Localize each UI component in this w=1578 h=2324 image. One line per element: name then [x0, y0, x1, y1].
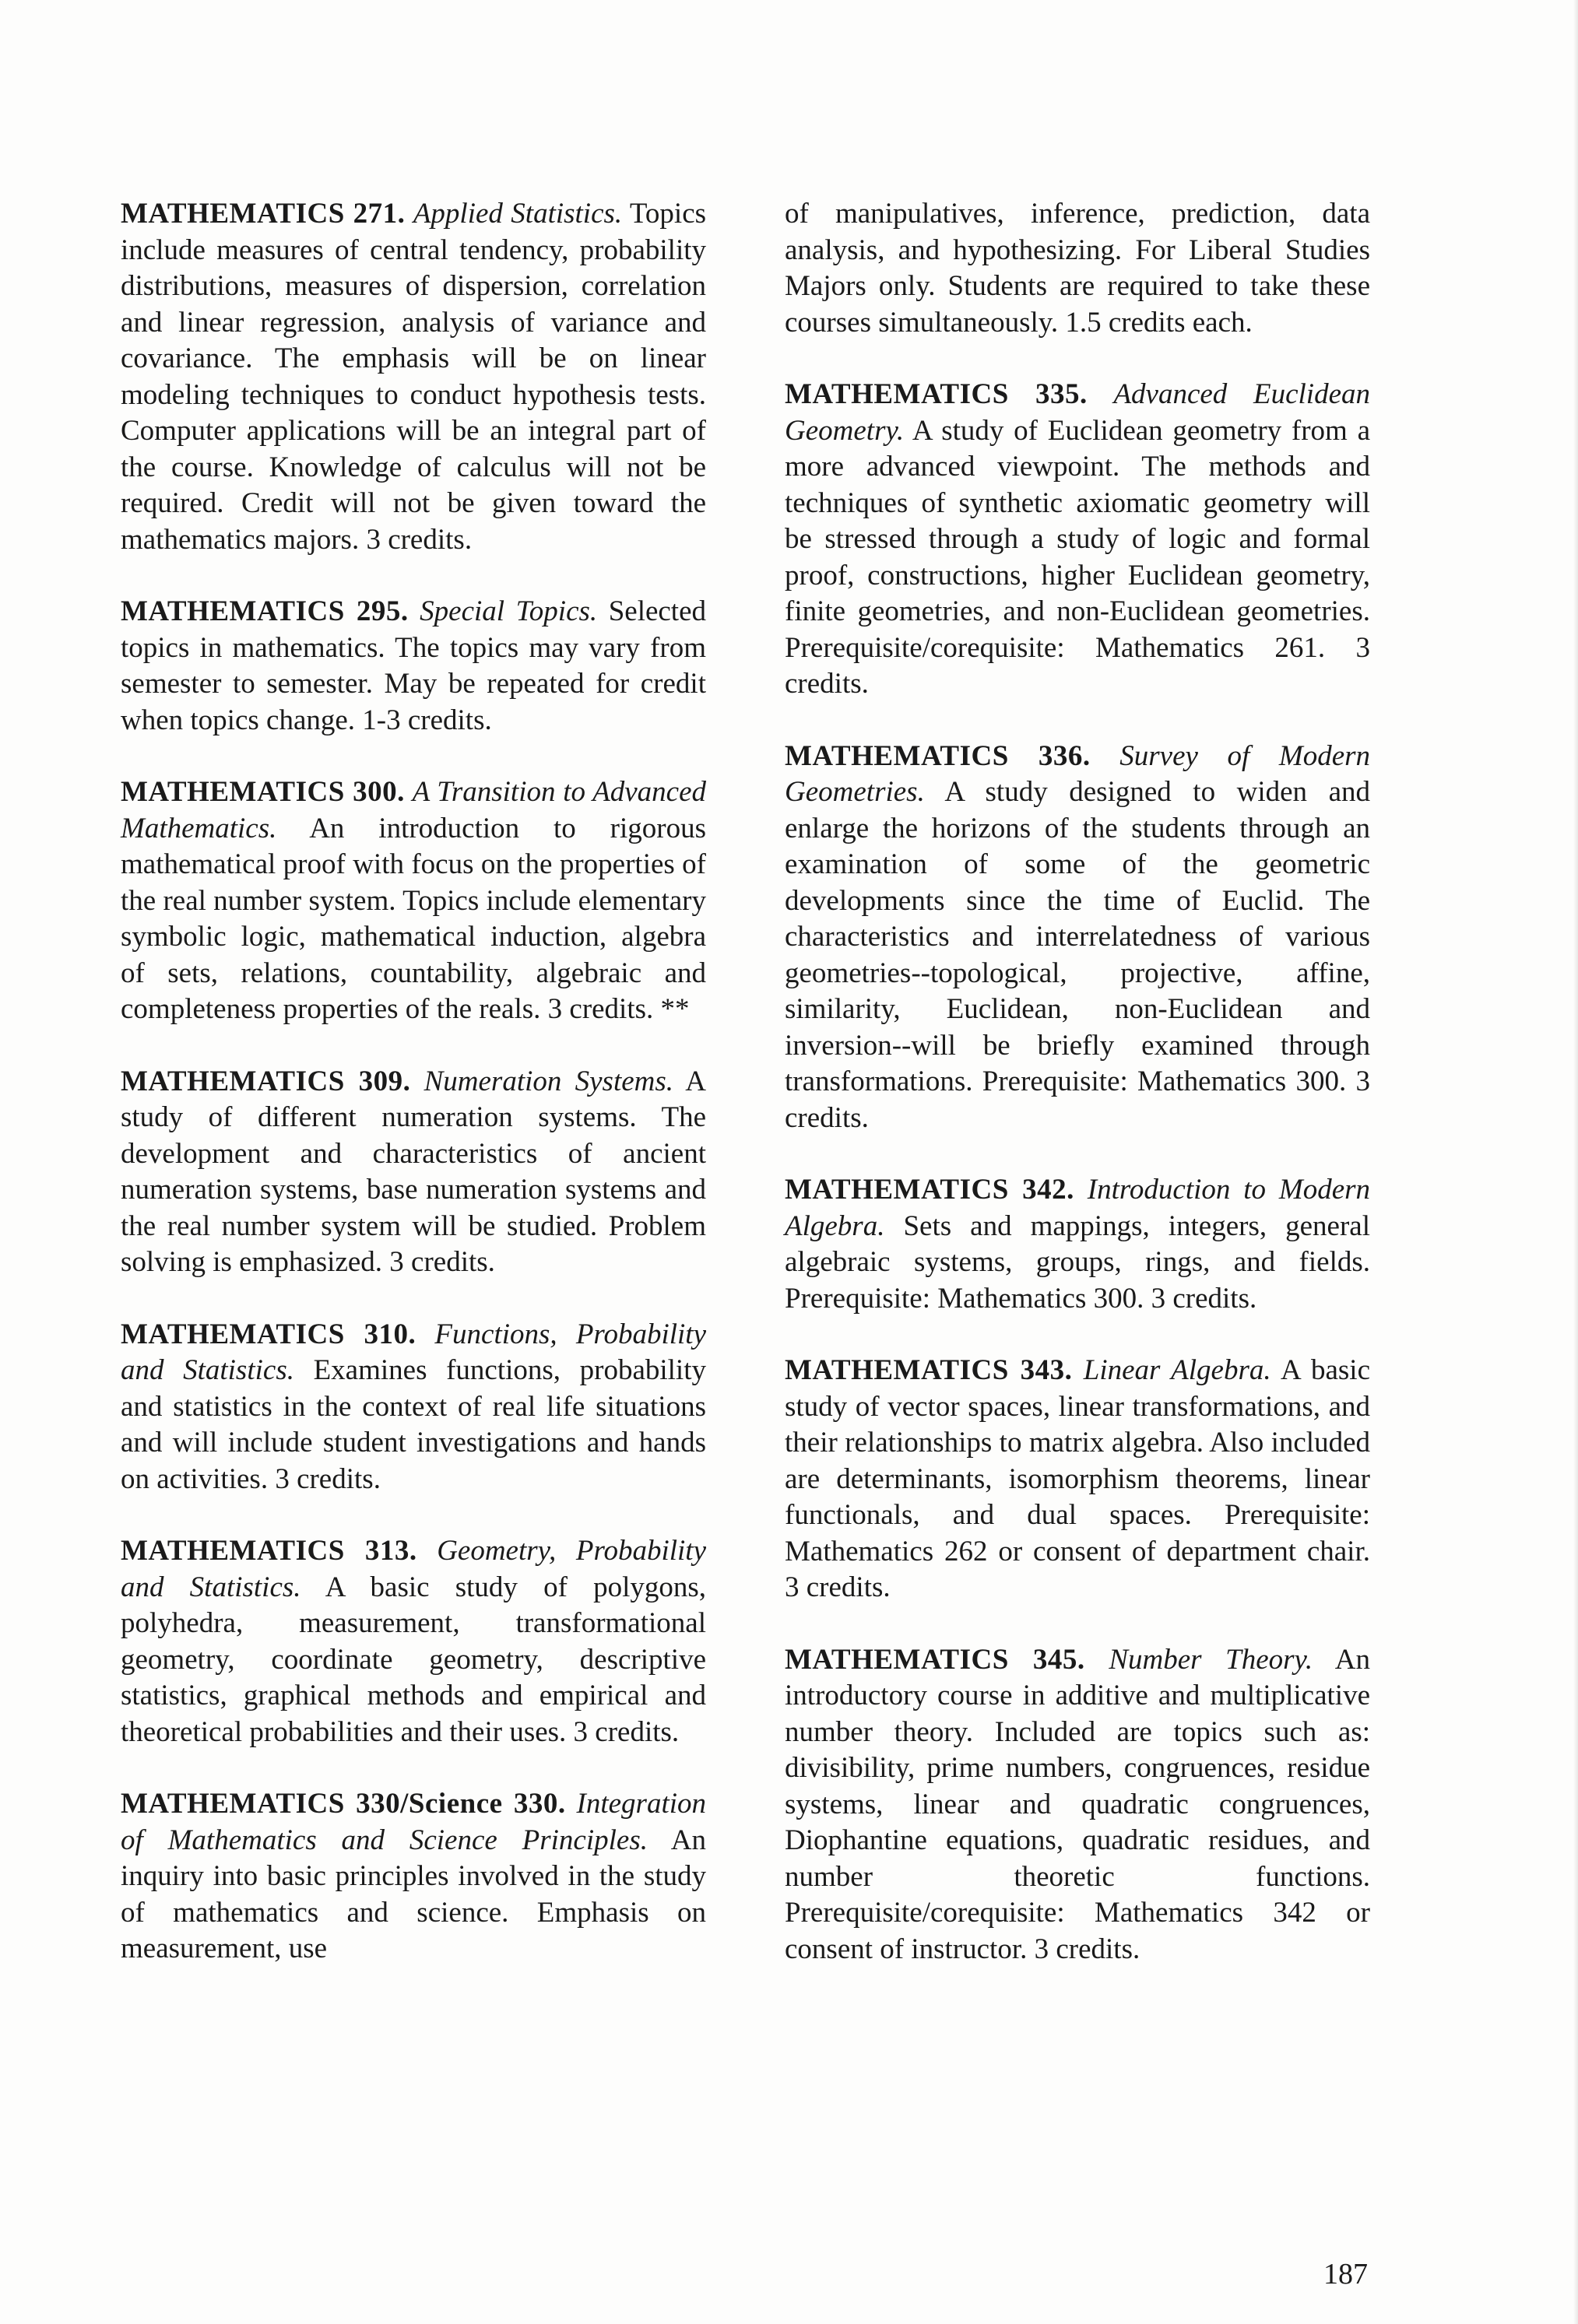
course-title: Geometry, Probability and Statistics. [121, 1535, 707, 1603]
course-description: of manipulatives, inference, prediction, data analysis, and hypothesizing. For Liberal Studies Majors only. Students are required to take these courses simultaneously. 1.5 credits each. [785, 198, 1370, 339]
course-description: Topics include measures of central tendency, probability distributions, measures of dispersion, correlation and linear regression, analysis of variance and covariance. The emphasis will be on linear modeling techniques to conduct hypothesis tests. Computer applications will be an integral part of the course. Knowledge of calculus will not be required. Credit will not be given toward the mathematics majors. 3 credits. [121, 198, 707, 556]
course-description: An inquiry into basic principles involved in the study of mathematics and science. Emphasis on measurement, use [121, 1824, 706, 1964]
course-entry-math-330 [121, 1786, 706, 1968]
course-number: MATHEMATICS 309. [121, 1065, 411, 1097]
course-title: Introduction to Modern Algebra. [785, 1174, 1371, 1242]
page-edge-shadow [1573, 0, 1578, 2324]
course-entry-math-295 [121, 594, 706, 739]
course-entry-math-300 [121, 774, 706, 1028]
course-description: An introduction to rigorous mathematical proof with focus on the properties of the real number system. Topics include elementary symbolic logic, mathematical induction, algebra of sets, relations, countability, algebraic and completeness properties of the reals. 3 credits. ** [121, 812, 706, 1025]
course-number: MATHEMATICS 271. [121, 198, 406, 230]
course-number: MATHEMATICS 300. [121, 776, 405, 808]
course-number: MATHEMATICS 336. [785, 739, 1091, 772]
course-number: MATHEMATICS 330/Science 330. [121, 1788, 566, 1820]
course-description: Examines functions, probability and statistics in the context of real life situations and will include student investigations and hands on activities. 3 credits. [121, 1354, 706, 1495]
course-description: A basic study of vector spaces, linear transformations, and their relationships to matrix algebra. Also included are determinants, isomorphism theorems, linear functionals, and dual spaces. Prerequisite: Mathematics 262 or consent of department chair. 3 credits. [785, 1354, 1370, 1603]
course-entry-math-336 [785, 739, 1370, 1137]
course-entry-math-330-continued [785, 196, 1370, 341]
course-title: Linear Algebra. [1083, 1354, 1271, 1386]
course-number: MATHEMATICS 345. [785, 1643, 1085, 1676]
course-entry-math-342 [785, 1172, 1370, 1317]
course-entry-math-309 [121, 1064, 706, 1281]
course-description: A study designed to widen and enlarge the horizons of the students through an examination of some of the geometric developments since the time of Euclid. The characteristics and interrelatedness of various geometries--topological, projective, affine, similarity, Euclidean, non-Euclidean and inversion--will be briefly examined through transformations. Prerequisite: Mathematics 300. 3 credits. [785, 776, 1370, 1134]
course-title: Numeration Systems. [423, 1065, 674, 1097]
right-column [785, 196, 1370, 2003]
course-number: MATHEMATICS 313. [121, 1535, 417, 1567]
course-title: Functions, Probability and Statistics. [121, 1318, 706, 1386]
course-entry-math-313 [121, 1533, 706, 1750]
course-title: Number Theory. [1109, 1643, 1313, 1676]
course-number: MATHEMATICS 310. [121, 1318, 416, 1350]
course-number: MATHEMATICS 343. [785, 1354, 1073, 1386]
course-entry-math-271 [121, 196, 706, 558]
course-entry-math-343 [785, 1353, 1370, 1606]
course-description: Selected topics in mathematics. The topics may vary from semester to semester. May be repeated for credit when topics change. 1-3 credits. [121, 595, 707, 736]
course-number: MATHEMATICS 335. [785, 378, 1088, 410]
course-description: A basic study of polygons, polyhedra, measurement, transformational geometry, coordinate geometry, descriptive statistics, graphical methods and empirical and theoretical probabilities and their uses. 3 credits. [121, 1571, 706, 1748]
course-entry-math-310 [121, 1317, 706, 1498]
course-description: A study of Euclidean geometry from a more advanced viewpoint. The methods and techniques of synthetic axiomatic geometry will be stressed through a study of logic and formal proof, constructions, higher Euclidean geometry, finite geometries, and non-Euclidean geometries. Prerequisite/corequisite: Mathematics 261. 3 credits. [785, 414, 1370, 700]
course-description: An introductory course in additive and multiplicative number theory. Included are topics such as: divisibility, prime numbers, congruences, residue systems, linear and quadratic congruences, Diophantine equations, quadratic residues, and number theoretic functions. Prerequisite/corequisite: Mathematics 342 or consent of instructor. 3 credits. [785, 1643, 1371, 1965]
course-title: Survey of Modern Geometries. [785, 739, 1371, 808]
page-number: 187 [1323, 2258, 1368, 2291]
course-description: A study of different numeration systems. The development and characteristics of ancient numeration systems, base numeration systems and the real number system will be studied. Problem solving is emphasized. 3 credits. [121, 1065, 706, 1278]
course-entry-math-335 [785, 377, 1370, 703]
left-column [121, 196, 706, 2003]
course-title: Special Topics. [420, 595, 598, 627]
course-title: Integration of Mathematics and Science Principles. [121, 1788, 707, 1856]
course-title: A Transition to Advanced Mathematics. [121, 776, 707, 844]
course-title: Advanced Euclidean Geometry. [785, 378, 1370, 447]
course-description: Sets and mappings, integers, general algebraic systems, groups, rings, and fields. Prerequisite: Mathematics 300. 3 credits. [785, 1209, 1370, 1315]
course-title: Applied Statistics. [413, 198, 623, 230]
course-number: MATHEMATICS 342. [785, 1174, 1074, 1206]
course-entry-math-345 [785, 1642, 1370, 1968]
course-number: MATHEMATICS 295. [121, 595, 409, 627]
